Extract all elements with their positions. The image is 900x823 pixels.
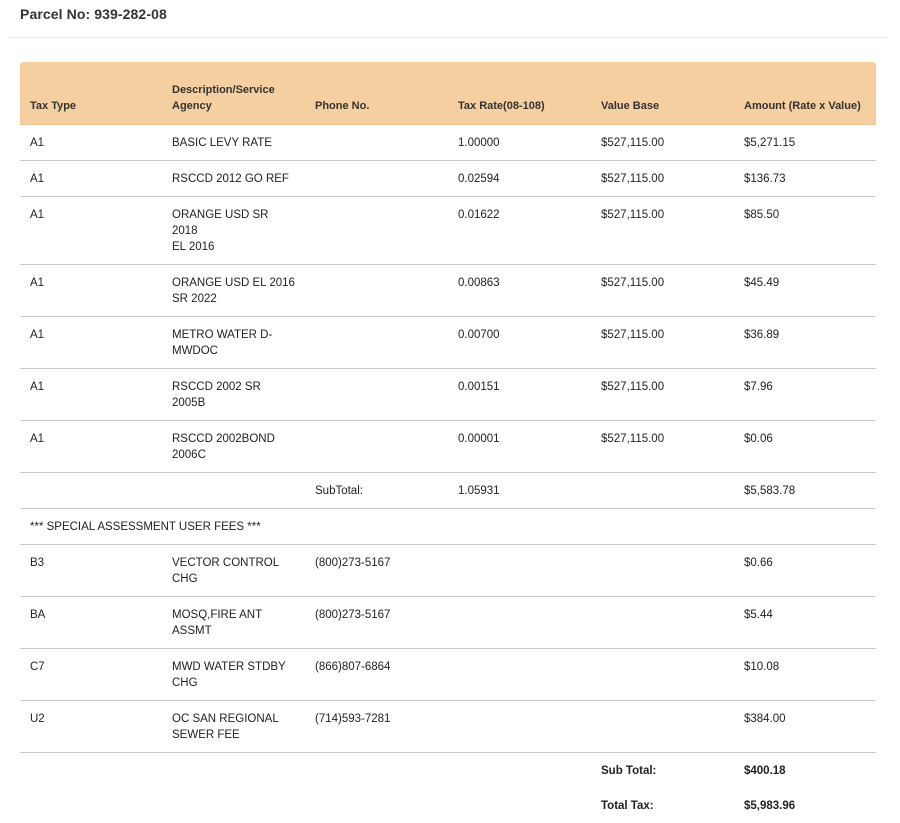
amount-cell: $0.06 <box>734 421 876 473</box>
fees-subtotal-amount: $400.18 <box>734 753 876 789</box>
tax-rate-cell: 0.00151 <box>448 369 591 421</box>
description-cell <box>162 197 305 265</box>
header-description <box>162 62 305 125</box>
description-line1: RSCCD 2012 GO REF <box>172 173 289 185</box>
table-row <box>20 265 876 317</box>
table-row <box>20 597 876 649</box>
tax-rate-cell: 0.00863 <box>448 265 591 317</box>
description-line1: MWD WATER STDBY <box>172 661 286 673</box>
table-row <box>20 649 876 701</box>
value-base-cell <box>591 545 734 597</box>
amount-cell: $5.44 <box>734 597 876 649</box>
amount-cell: $384.00 <box>734 701 876 753</box>
description-line1: RSCCD 2002BOND <box>172 433 275 445</box>
description-line2: CHG <box>172 677 198 689</box>
description-line1: RSCCD 2002 SR 2005B <box>172 381 261 409</box>
description-cell <box>162 701 305 753</box>
table-header-row <box>20 62 876 125</box>
header-amount: Amount (Rate x Value) <box>734 62 876 125</box>
description-cell <box>162 265 305 317</box>
phone-cell: (714)593-7281 <box>305 701 448 753</box>
phone-cell: (800)273-5167 <box>305 545 448 597</box>
header-value-base: Value Base <box>591 62 734 125</box>
tax-rate-cell: 1.00000 <box>448 125 591 161</box>
tax-rate-cell <box>448 597 591 649</box>
header-phone: Phone No. <box>305 62 448 125</box>
tax-rate-cell <box>448 545 591 597</box>
table-row <box>20 197 876 265</box>
description-line2: SEWER FEE <box>172 729 240 741</box>
description-line1: OC SAN REGIONAL <box>172 713 279 725</box>
parcel-number-title: Parcel No: 939-282-08 <box>20 6 167 22</box>
tax-breakdown-table <box>20 62 876 823</box>
subtotal-rate: 1.05931 <box>448 473 591 509</box>
tax-type-cell: A1 <box>20 125 162 161</box>
amount-cell: $0.66 <box>734 545 876 597</box>
total-tax-amount: $5,983.96 <box>734 788 876 823</box>
title-divider <box>8 37 888 38</box>
amount-cell: $5,271.15 <box>734 125 876 161</box>
tax-type-cell: BA <box>20 597 162 649</box>
subtotal-amount: $5,583.78 <box>734 473 876 509</box>
description-line2: MWDOC <box>172 345 218 357</box>
header-description-line2: Agency <box>172 100 212 112</box>
value-base-cell <box>591 701 734 753</box>
value-base-cell: $527,115.00 <box>591 125 734 161</box>
description-line1: ORANGE USD SR 2018 <box>172 209 269 237</box>
table-header <box>20 62 876 125</box>
description-cell <box>162 161 305 197</box>
phone-cell <box>305 369 448 421</box>
fees-subtotal-row <box>20 753 876 789</box>
description-line2: 2006C <box>172 449 206 461</box>
amount-cell: $85.50 <box>734 197 876 265</box>
description-line2: SR 2022 <box>172 293 217 305</box>
tax-rate-cell: 0.01622 <box>448 197 591 265</box>
subtotal-row <box>20 473 876 509</box>
table-row <box>20 545 876 597</box>
description-cell <box>162 545 305 597</box>
table-row <box>20 369 876 421</box>
header-tax-type: Tax Type <box>20 62 162 125</box>
value-base-cell: $527,115.00 <box>591 161 734 197</box>
value-base-cell <box>591 649 734 701</box>
tax-rate-cell: 0.00700 <box>448 317 591 369</box>
value-base-cell: $527,115.00 <box>591 421 734 473</box>
value-base-cell: $527,115.00 <box>591 197 734 265</box>
description-cell <box>162 421 305 473</box>
tax-type-cell: U2 <box>20 701 162 753</box>
description-line1: METRO WATER D- <box>172 329 272 341</box>
subtotal-label: SubTotal: <box>305 473 448 509</box>
tax-type-cell: A1 <box>20 161 162 197</box>
table-row <box>20 421 876 473</box>
table-row <box>20 701 876 753</box>
value-base-cell <box>591 597 734 649</box>
value-base-cell: $527,115.00 <box>591 265 734 317</box>
tax-type-cell: A1 <box>20 197 162 265</box>
tax-rate-cell <box>448 649 591 701</box>
phone-cell <box>305 197 448 265</box>
description-cell <box>162 317 305 369</box>
description-line1: ORANGE USD EL 2016 <box>172 277 295 289</box>
tax-type-cell: A1 <box>20 265 162 317</box>
description-line2: CHG <box>172 573 198 585</box>
phone-cell <box>305 317 448 369</box>
amount-cell: $10.08 <box>734 649 876 701</box>
table-row <box>20 125 876 161</box>
phone-cell: (800)273-5167 <box>305 597 448 649</box>
tax-type-cell: A1 <box>20 369 162 421</box>
special-assessment-header-row <box>20 509 876 545</box>
phone-cell <box>305 125 448 161</box>
special-assessment-header: *** SPECIAL ASSESSMENT USER FEES *** <box>20 509 876 545</box>
description-cell <box>162 125 305 161</box>
description-line2: EL 2016 <box>172 241 214 253</box>
total-tax-label: Total Tax: <box>591 788 734 823</box>
description-cell <box>162 369 305 421</box>
value-base-cell: $527,115.00 <box>591 317 734 369</box>
value-base-cell: $527,115.00 <box>591 369 734 421</box>
phone-cell <box>305 161 448 197</box>
description-line1: VECTOR CONTROL <box>172 557 279 569</box>
tax-rate-cell: 0.00001 <box>448 421 591 473</box>
table-body <box>20 125 876 823</box>
fees-subtotal-label: Sub Total: <box>591 753 734 789</box>
tax-type-cell: A1 <box>20 317 162 369</box>
description-cell <box>162 597 305 649</box>
description-line1: BASIC LEVY RATE <box>172 137 272 149</box>
description-cell <box>162 649 305 701</box>
header-description-line1: Description/Service <box>172 84 275 96</box>
amount-cell: $36.89 <box>734 317 876 369</box>
tax-type-cell: B3 <box>20 545 162 597</box>
tax-type-cell: C7 <box>20 649 162 701</box>
phone-cell <box>305 421 448 473</box>
amount-cell: $136.73 <box>734 161 876 197</box>
tax-type-cell: A1 <box>20 421 162 473</box>
total-tax-row <box>20 788 876 823</box>
tax-rate-cell <box>448 701 591 753</box>
tax-rate-cell: 0.02594 <box>448 161 591 197</box>
amount-cell: $45.49 <box>734 265 876 317</box>
phone-cell: (866)807-6864 <box>305 649 448 701</box>
header-tax-rate: Tax Rate(08-108) <box>448 62 591 125</box>
table-row <box>20 317 876 369</box>
amount-cell: $7.96 <box>734 369 876 421</box>
phone-cell <box>305 265 448 317</box>
table-row <box>20 161 876 197</box>
description-line1: MOSQ,FIRE ANT ASSMT <box>172 609 262 637</box>
